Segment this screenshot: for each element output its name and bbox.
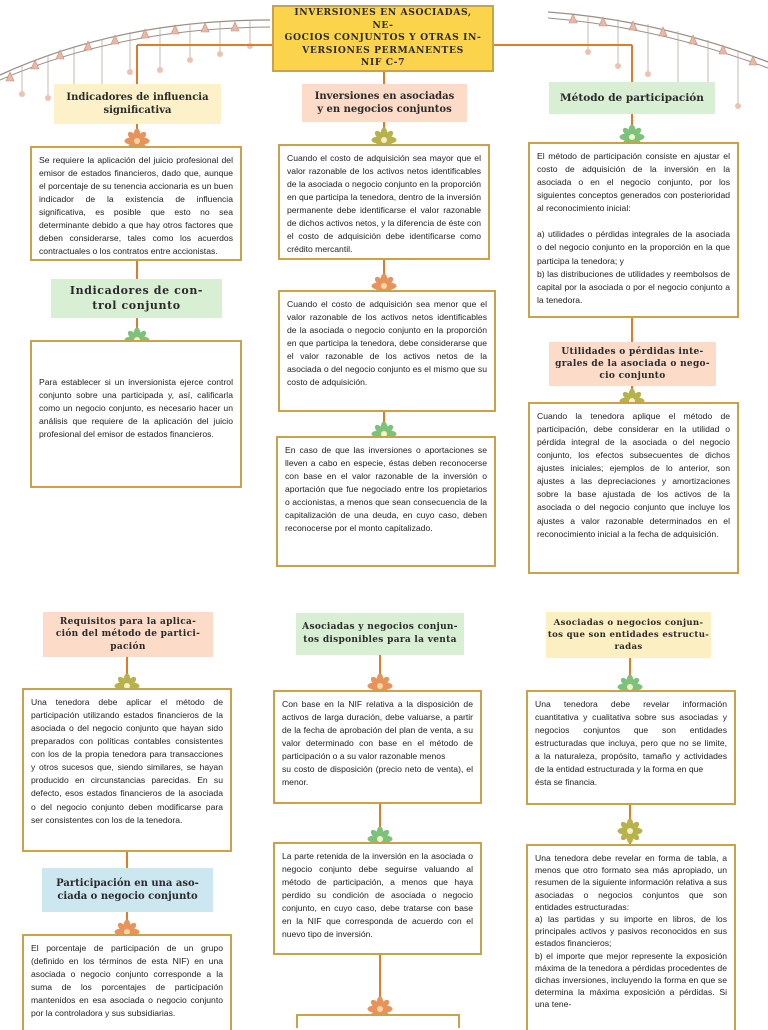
participacion-title: Participación en una aso- ciada o negocio conjunto — [42, 868, 213, 912]
participacion-text-box: El porcentaje de participación de un grupo (definido en los términos de esta NIF) en una asociada o negocio conjunto corresponde a la suma de los porcentajes de participación mantenidos en esa asociada o negocio conjunto por la controladora y sus subsidiarias. — [22, 934, 232, 1030]
disponibles-venta-title: Asociadas y negocios conjun- tos disponibles para la venta — [296, 613, 464, 655]
costo-mayor-text-box: Cuando el costo de adquisición sea mayor que el valor razonable de los activos netos identificables de la asociada o negocio conjunto en la proporción en que participa la tenedora, dentro de la inversión permanente debe identificarse el valor razonable de dichos activos netos, y la diferencia de éste con el costo de adquisición debe identificarse como crédito mercantil. — [278, 144, 490, 260]
metodo-text-box: El método de participación consiste en ajustar el costo de adquisición de la inversión en la asociada o en el negocio conjunto, por los siguientes conceptos generados con posterioridad al reconocimiento inicial: a) utilidades o pérdidas integrales de la asociada o del negocio conjunto en la proporción en la que participa la tenedora; y b) las distribuciones de utilidades y reembolsos de capital por la asociada o por el negocio conjunto a la tenedora. — [528, 142, 739, 318]
utilidades-text-box: Cuando la tenedora aplique el método de participación, debe considerar en la utilidad o pérdida integral de la asociada o del negocio conjunto, los efectos subsecuentes de dichos ajustes iniciales; ejemplos de lo anterior, son ajustes a las depreciaciones y amortizaciones sobre la base ajustada de los activos de la asociada o del negocio conjunto que incluye los ajustes a valor razonable determinados en el reconocimiento inicial a la fecha de adquisición. — [528, 402, 739, 574]
inversiones-title: Inversiones en asociadas y en negocios conjuntos — [302, 84, 467, 122]
parte-retenida-text-box: La parte retenida de la inversión en la asociada o negocio conjunto debe seguirse valuando al método de participación, a menos que haya perdido su condición de asociada o negocio conjunto, en cuyo caso, debe tratarse con base en la NIF que corresponda de acuerdo con el nuevo tipo de inversión. — [273, 842, 482, 955]
costo-menor-text-box: Cuando el costo de adquisición sea menor que el valor razonable de los activos netos identificables de la asociada o negocio conjunto en la proporción en que participa la tenedora, debe considerarse que el valor razonable de los activos netos de la asociada o del negocio conjunto es el mismo que su costo de adquisición. — [278, 290, 496, 412]
control-conjunto-title: Indicadores de con- trol conjunto — [51, 279, 222, 318]
disposicion-text-box: Con base en la NIF relativa a la disposición de activos de larga duración, debe valuarse, a partir de la fecha de aprobación del plan de venta, a su valor determinado con base en el método de participación o a su valor razonable menos su costo de disposición (precio neto de venta), el menor. — [273, 690, 482, 804]
control-conjunto-text-box: Para establecer si un inversionista ejerce control conjunto sobre una participada y, así, calificarla como un negocio conjunto, es necesario hacer un análisis que requiere de la aplicación del juicio profesional del emisor de estados financieros. — [30, 340, 242, 488]
main-title: INVERSIONES EN ASOCIADAS, NE- GOCIOS CONJUNTOS Y OTRAS IN- VERSIONES PERMANENTES NIF C-7 — [272, 5, 494, 72]
especie-text-box: En caso de que las inversiones o aportaciones se lleven a cabo en especie, éstas deben reconocerse con base en el valor razonable de la inversión o aportación que fue negociado entre los propietarios o accionistas, a menos que sean consecuencia de la capitalización de una deuda, en cuyo caso, deben reconocerse por el monto capitalizado. — [276, 436, 496, 567]
utilidades-title: Utilidades o pérdidas inte- grales de la asociada o nego- cio conjunto — [549, 342, 716, 386]
entidades-estructuradas-title: Asociadas o negocios conjun- tos que son entidades estructu- radas — [546, 612, 711, 658]
olive-flower-icon — [617, 818, 643, 844]
truncated-box — [296, 1014, 460, 1028]
requisitos-title: Requisitos para la aplica- ción del método de partici- pación — [43, 612, 213, 657]
revelar-informacion-text-box: Una tenedora debe revelar información cuantitativa y cualitativa sobre sus asociadas y negocios conjuntos que son entidades estructuradas que incluya, pero que no se limite, a la naturaleza, propósito, tamaño y actividades de la entidad estructurada y la forma en que ésta se financia. — [526, 690, 736, 805]
influencia-title: Indicadores de influencia significativa — [54, 84, 221, 124]
metodo-title: Método de participación — [549, 82, 715, 114]
influencia-text-box: Se requiere la aplicación del juicio profesional del emisor de estados financieros, dado que, aunque el porcentaje de su tenencia accionaria es un buen indicador de la existencia de influencia significativa, es posible que esto no sea determinante debido a que hay otros factores que deben considerarse, tales como los acuerdos contractuales o los contratos entre accionistas. — [30, 146, 242, 261]
revelar-tabla-text-box: Una tenedora debe revelar en forma de tabla, a menos que otro formato sea más apropiado, un resumen de la siguiente información relativa a sus asociadas o negocios conjuntos que son entidades estructuradas: a) las partidas y su importe en libros, de los principales activos y pasivos reconocidos en sus estados financieros; b) el importe que mejor represente la exposición máxima de la tenedora a pérdidas procedentes de dichas inversiones, incluyendo la forma en que se determina la máxima exposición a pérdidas. Si una tene- — [526, 844, 736, 1030]
requisitos-text-box: Una tenedora debe aplicar el método de participación utilizando estados financieros de la asociada o del negocio conjunto que hayan sido preparados con políticas contables consistentes con los de la propia tenedora para transacciones y otros sucesos que, siendo similares, se hayan producido en circunstancias parecidas. En su defecto, esos estados financieros de la asociada o del negocio conjunto deben modificarse para ser consistentes con los de la tenedora. — [22, 688, 232, 852]
